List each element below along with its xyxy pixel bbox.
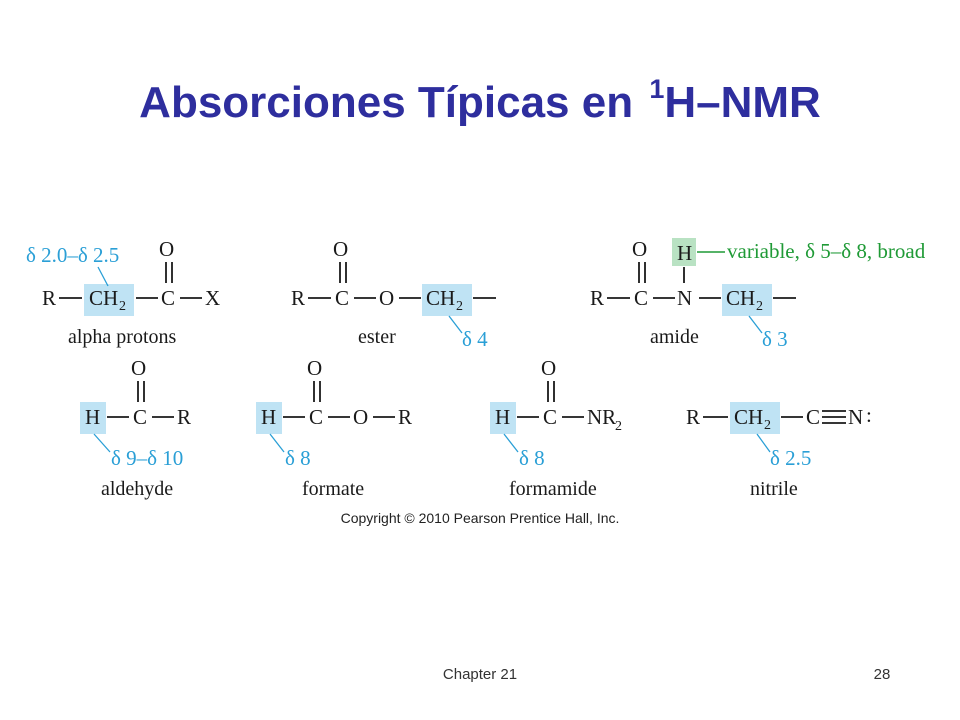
formamide-pointer — [504, 434, 518, 452]
aldehyde-pointer — [94, 434, 110, 452]
amide-C: C — [634, 286, 649, 310]
formamide-C: C — [543, 405, 558, 429]
aldehyde-R: R — [177, 405, 192, 429]
amide-structure — [590, 237, 926, 351]
formamide-O: O — [541, 356, 557, 380]
formate-O-carbonyl: O — [307, 356, 323, 380]
amide-H: H — [677, 241, 693, 265]
ester-caption: ester — [358, 326, 396, 348]
nitrile-R: R — [686, 405, 701, 429]
aldehyde-H: H — [85, 405, 101, 429]
amide-R: R — [590, 286, 605, 310]
alpha-pointer — [98, 267, 108, 286]
alpha-caption: alpha protons — [68, 326, 177, 348]
formamide-structure — [490, 356, 622, 500]
alpha-protons-structure — [26, 237, 220, 348]
nitrile-caption: nitrile — [750, 478, 798, 500]
amide-shift-label: δ 3 — [762, 327, 788, 351]
amide-CH: CH — [726, 286, 756, 310]
nitrile-shift-label: δ 2.5 — [770, 446, 812, 470]
aldehyde-C: C — [133, 405, 148, 429]
alpha-shift-label: δ 2.0–δ 2.5 — [26, 243, 120, 267]
amide-pointer — [749, 316, 762, 333]
alpha-R: R — [42, 286, 57, 310]
amide-N: N — [677, 286, 693, 310]
formate-caption: formate — [302, 478, 365, 500]
nitrile-C: C — [806, 405, 821, 429]
nitrile-pointer — [757, 434, 770, 452]
ester-O-carbonyl: O — [333, 237, 349, 261]
amide-caption: amide — [650, 326, 699, 348]
formate-H: H — [261, 405, 277, 429]
aldehyde-structure — [80, 356, 191, 500]
aldehyde-O: O — [131, 356, 147, 380]
formate-structure — [256, 356, 412, 500]
nitrile-structure — [686, 402, 872, 500]
alpha-X: X — [205, 286, 221, 310]
ester-CH-sub: 2 — [456, 299, 463, 314]
ester-structure — [291, 237, 496, 351]
formate-R: R — [398, 405, 413, 429]
title-superscript: 1 — [649, 74, 665, 104]
nitrile-N: N — [848, 405, 864, 429]
formamide-caption: formamide — [509, 478, 597, 500]
title-nucleus: H–NMR — [664, 78, 821, 127]
ester-O: O — [379, 286, 395, 310]
ester-C: C — [335, 286, 350, 310]
formamide-H: H — [495, 405, 511, 429]
alpha-C: C — [161, 286, 176, 310]
ester-CH: CH — [426, 286, 456, 310]
amide-CH-sub: 2 — [756, 299, 763, 314]
formate-C: C — [309, 405, 324, 429]
formamide-shift-label: δ 8 — [519, 446, 545, 470]
ester-R: R — [291, 286, 306, 310]
amide-nh-note: variable, δ 5–δ 8, broad — [727, 239, 926, 263]
alpha-CH-sub: 2 — [119, 299, 126, 314]
aldehyde-caption: aldehyde — [101, 478, 174, 500]
title-text: Absorciones Típicas en — [139, 78, 646, 127]
ester-pointer — [449, 316, 462, 333]
aldehyde-shift-label: δ 9–δ 10 — [111, 446, 184, 470]
nitrile-lone-pair: : — [866, 403, 872, 427]
alpha-CH: CH — [89, 286, 119, 310]
alpha-O: O — [159, 237, 175, 261]
footer-chapter: Chapter 21 — [442, 666, 518, 683]
nitrile-CH: CH — [734, 405, 764, 429]
page-number: 28 — [873, 666, 891, 683]
ester-shift-label: δ 4 — [462, 327, 488, 351]
amide-O: O — [632, 237, 648, 261]
formate-O: O — [353, 405, 369, 429]
nitrile-CH-sub: 2 — [764, 418, 771, 433]
formamide-NR-sub: 2 — [615, 419, 622, 434]
formamide-NR: NR — [587, 405, 617, 429]
copyright-notice: Copyright © 2010 Pearson Prentice Hall, Inc. — [340, 510, 620, 526]
formate-shift-label: δ 8 — [285, 446, 311, 470]
formate-pointer — [270, 434, 284, 452]
